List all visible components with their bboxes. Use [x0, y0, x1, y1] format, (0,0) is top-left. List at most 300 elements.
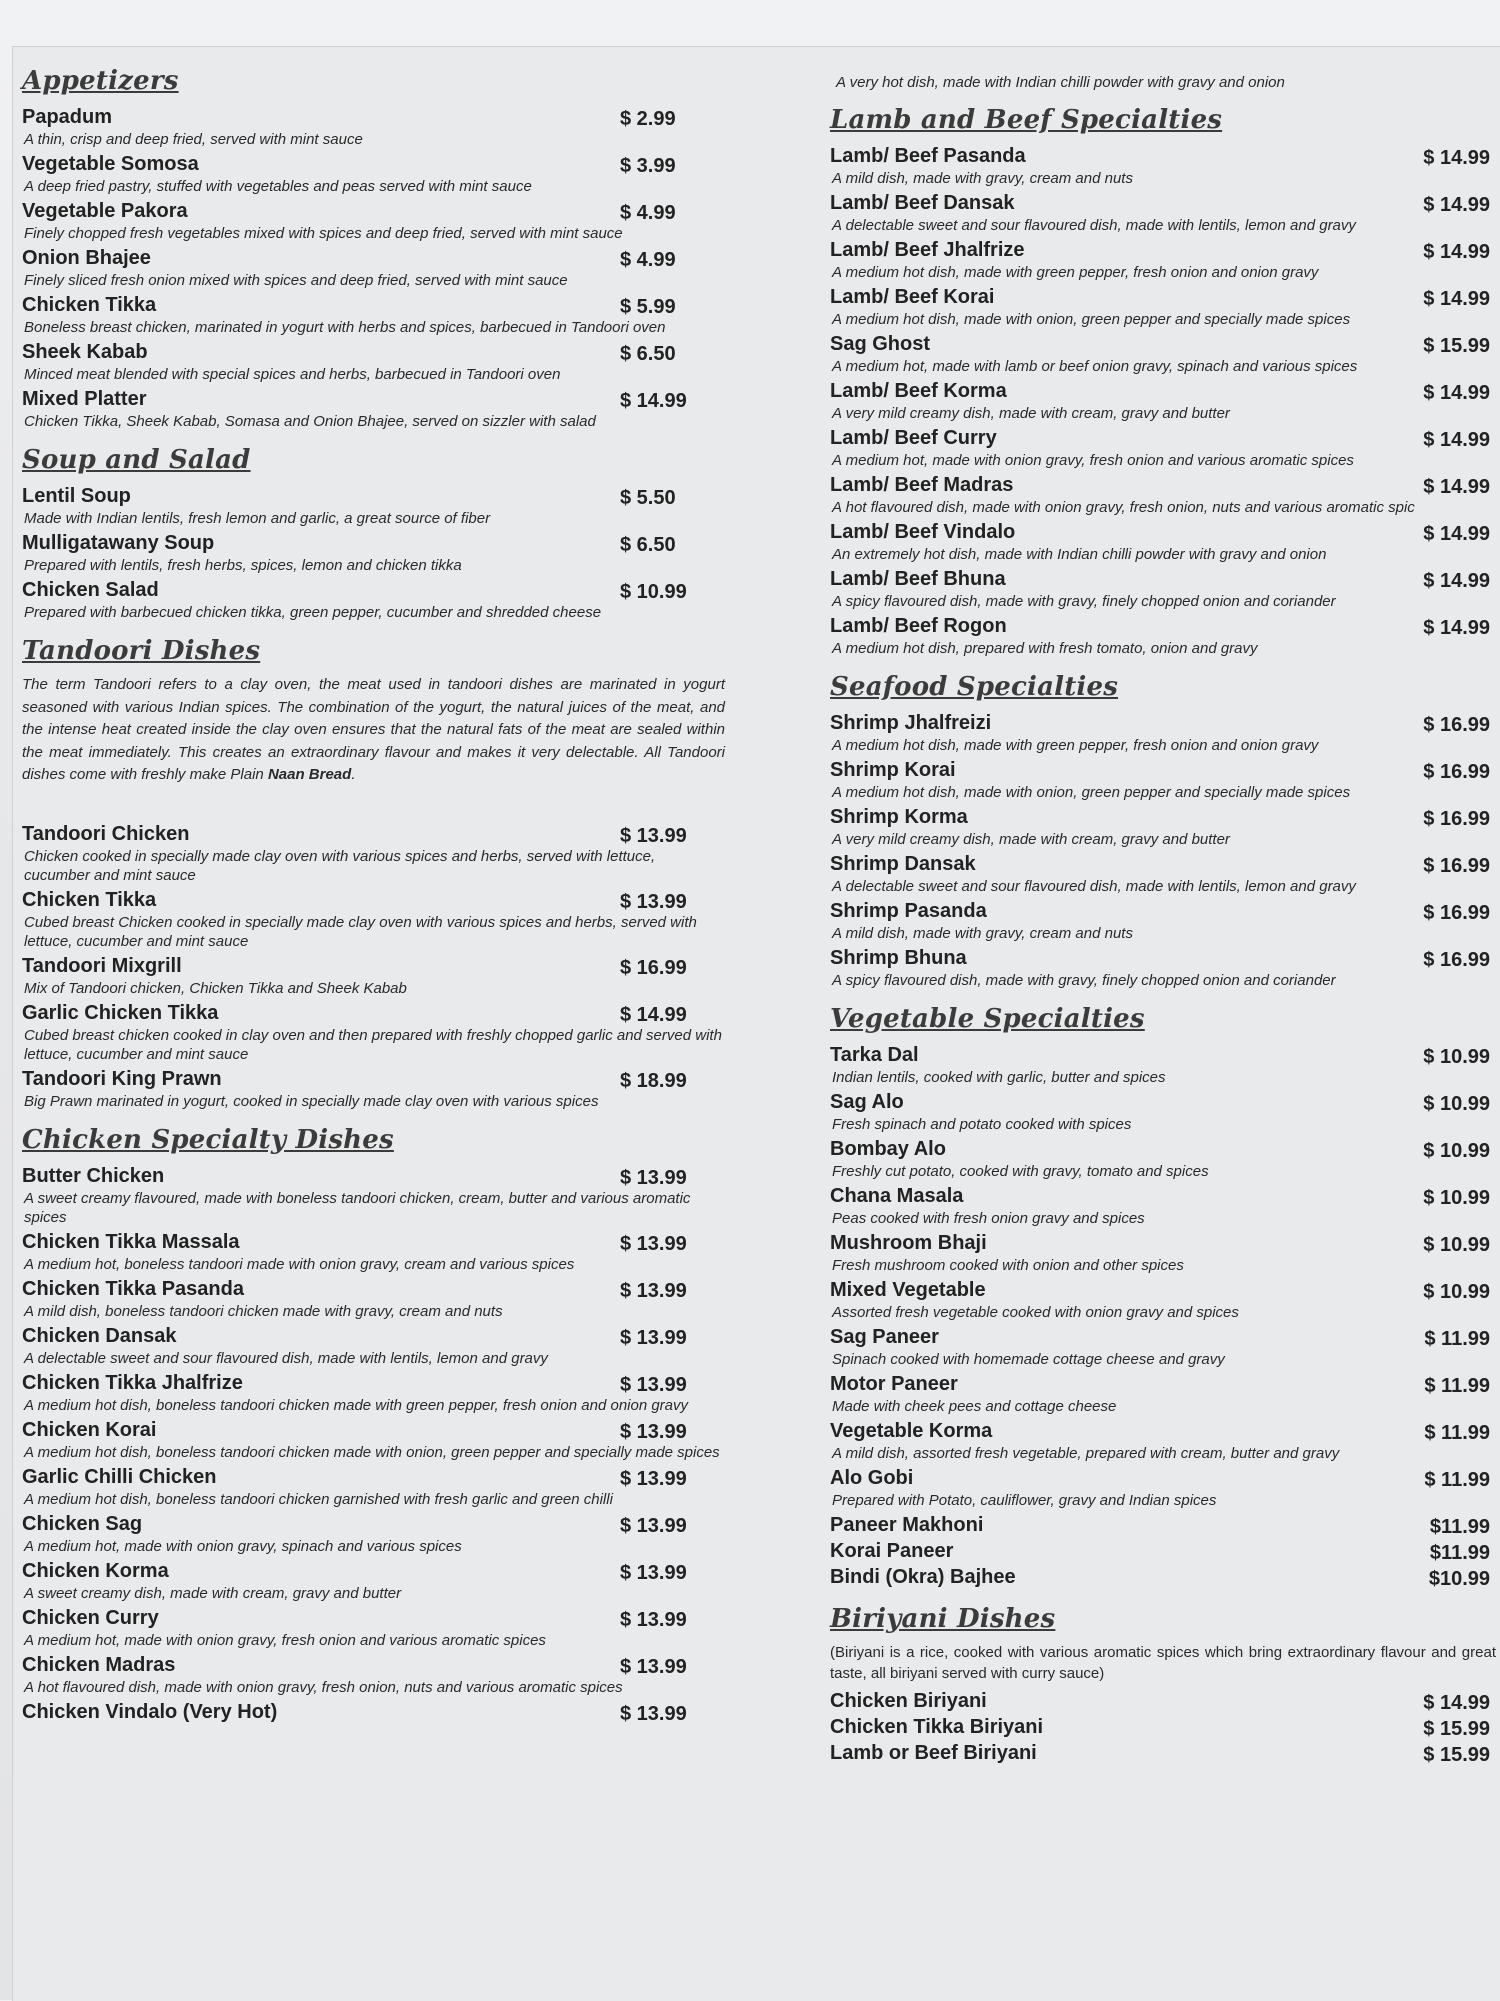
menu-item-row — [828, 851, 1500, 877]
dish-price: $ 4.99 — [620, 249, 676, 271]
dish-description: A mild dish, assorted fresh vegetable, prepared with cream, butter and gravy — [832, 1445, 1340, 1462]
dish-description: An extremely hot dish, made with Indian chilli powder with gravy and onion — [832, 546, 1327, 563]
menu-item — [20, 953, 735, 998]
dish-price: $ 14.99 — [1423, 570, 1490, 592]
menu-item — [828, 472, 1500, 517]
menu-item-row — [828, 1230, 1500, 1256]
dish-price: $ 4.99 — [620, 202, 676, 224]
dish-name: Onion Bhajee — [22, 247, 151, 269]
menu-item — [828, 425, 1500, 470]
dish-description: A medium hot, made with onion gravy, fresh onion and various aromatic spices — [24, 1631, 546, 1649]
menu-item — [20, 198, 735, 243]
menu-item-row — [20, 1417, 735, 1443]
menu-item-row — [20, 1000, 735, 1026]
dish-name: Papadum — [22, 106, 113, 128]
dish-description: A medium hot dish, boneless tandoori chicken made with onion, green pepper and specially made spices — [24, 1443, 720, 1461]
menu-item — [828, 898, 1500, 943]
dish-name: Lamb/ Beef Korma — [830, 380, 1007, 402]
menu-item-row — [828, 284, 1500, 310]
menu-item — [828, 1512, 1500, 1538]
menu-item-row — [828, 425, 1500, 451]
dish-price: $ 16.99 — [1423, 902, 1490, 924]
menu-item — [828, 284, 1500, 329]
menu-section-vegetable-specialties — [828, 1004, 1500, 1590]
menu-item-row — [828, 710, 1500, 736]
dish-description: Assorted fresh vegetable cooked with onion gravy and spices — [832, 1304, 1239, 1321]
dish-name: Chicken Biriyani — [830, 1690, 987, 1712]
dish-description: Freshly cut potato, cooked with gravy, tomato and spices — [832, 1163, 1209, 1180]
dish-price: $ 10.99 — [1423, 1093, 1490, 1115]
dish-price: $ 13.99 — [620, 1232, 687, 1255]
dish-name: Lamb/ Beef Jhalfrize — [830, 239, 1025, 261]
dish-description: Made with Indian lentils, fresh lemon and garlic, a great source of fiber — [24, 510, 491, 527]
dish-name: Chicken Madras — [22, 1653, 176, 1676]
dish-price: $ 14.99 — [1423, 241, 1490, 263]
menu-item — [20, 151, 735, 196]
dish-description: Chicken Tikka, Sheek Kabab, Somasa and Onion Bhajee, served on sizzler with salad — [24, 413, 596, 430]
dish-description: Made with cheek pees and cottage cheese — [832, 1398, 1117, 1415]
menu-item-row — [828, 378, 1500, 404]
dish-description: A medium hot dish, prepared with fresh tomato, onion and gravy — [832, 640, 1258, 657]
dish-price: $ 14.99 — [1423, 429, 1490, 451]
menu-item — [20, 1605, 735, 1650]
menu-item-row — [20, 1276, 735, 1302]
dish-name: Chicken Tikka Massala — [22, 1230, 240, 1253]
section-intro-text: The term Tandoori refers to a clay oven, the meat used in tandoori dishes are marinated in yogurt seasoned with various Indian spices. The combination of the yogurt, the natural juices of the meat, and the intense heat created inside the clay oven ensures that the natural fats of the meat are sealed within the meat immediately. This creates an extraordinary flavour and makes it very delectable. All Tandoori dishes come with freshly make Plain — [22, 676, 725, 783]
dish-price: $ 15.99 — [1423, 335, 1490, 357]
menu-item — [20, 821, 735, 885]
dish-description: Fresh mushroom cooked with onion and other spices — [832, 1257, 1184, 1274]
dish-description: A medium hot, made with onion gravy, fresh onion and various aromatic spices — [832, 452, 1354, 469]
dish-price: $ 13.99 — [620, 1373, 687, 1396]
menu-item-row — [20, 151, 735, 177]
menu-item — [828, 1538, 1500, 1564]
menu-item — [828, 757, 1500, 802]
dish-name: Chicken Tikka — [22, 888, 157, 911]
dish-price: $ 16.99 — [620, 956, 687, 979]
dish-price: $ 10.99 — [1423, 1140, 1490, 1162]
dish-description: A mild dish, made with gravy, cream and nuts — [832, 170, 1133, 187]
dish-price: $ 14.99 — [620, 1003, 687, 1026]
menu-item — [828, 519, 1500, 564]
menu-item — [20, 386, 735, 431]
dish-name: Shrimp Bhuna — [830, 947, 967, 969]
menu-item-row — [828, 143, 1500, 169]
dish-name: Mushroom Bhaji — [830, 1232, 987, 1254]
menu-item-row — [828, 190, 1500, 216]
menu-item-row — [828, 1564, 1500, 1590]
dish-price: $ 13.99 — [620, 1326, 687, 1349]
dish-name: Paneer Makhoni — [830, 1514, 984, 1536]
section-heading: Vegetable Specialties — [830, 1004, 1145, 1034]
menu-item-row — [828, 898, 1500, 924]
menu-item-row — [828, 804, 1500, 830]
dish-description: A medium hot dish, made with onion, green pepper and specially made spices — [832, 784, 1351, 801]
section-heading: Tandoori Dishes — [22, 636, 261, 666]
dish-name: Vegetable Pakora — [22, 200, 188, 222]
dish-name: Chicken Dansak — [22, 1324, 177, 1347]
menu-item-row — [828, 519, 1500, 545]
dish-name: Chicken Sag — [22, 1512, 143, 1535]
dish-name: Sag Alo — [830, 1091, 904, 1113]
menu-item-row — [828, 1418, 1500, 1444]
dish-description: Finely chopped fresh vegetables mixed with spices and deep fried, served with mint sauce — [24, 225, 623, 242]
dish-price: $11.99 — [1429, 1516, 1490, 1538]
menu-item-row — [20, 1605, 735, 1631]
dish-price: $ 10.99 — [1423, 1046, 1490, 1068]
menu-item — [828, 851, 1500, 896]
dish-description: Boneless breast chicken, marinated in yogurt with herbs and spices, barbecued in Tandoori oven — [24, 319, 666, 336]
dish-price: $ 14.99 — [1423, 1692, 1490, 1714]
dish-description: A deep fried pastry, stuffed with vegetables and peas served with mint sauce — [24, 178, 532, 195]
menu-item — [828, 1183, 1500, 1228]
menu-item-row — [20, 1464, 735, 1490]
menu-item-row — [828, 1512, 1500, 1538]
dish-price: $ 10.99 — [1423, 1234, 1490, 1256]
dish-description: A mild dish, boneless tandoori chicken made with gravy, cream and nuts — [24, 1302, 503, 1320]
dish-description: A medium hot dish, made with green pepper, fresh onion and onion gravy — [832, 264, 1319, 281]
dish-description: Prepared with Potato, cauliflower, gravy and Indian spices — [832, 1492, 1217, 1509]
dish-price: $ 11.99 — [1424, 1328, 1490, 1350]
menu-item-row — [828, 1714, 1500, 1740]
menu-item-row — [20, 339, 735, 365]
dish-name: Chicken Tikka Biriyani — [830, 1716, 1044, 1738]
dish-price: $ 13.99 — [620, 1655, 687, 1678]
dish-name: Lamb/ Beef Vindalo — [830, 521, 1016, 543]
dish-description: A medium hot, boneless tandoori made with onion gravy, cream and various spices — [24, 1255, 575, 1273]
dish-description: A spicy flavoured dish, made with gravy, finely chopped onion and coriander — [832, 593, 1336, 610]
dish-price: $ 13.99 — [620, 1608, 687, 1631]
menu-item-row — [828, 331, 1500, 357]
dish-name: Vegetable Somosa — [22, 153, 199, 175]
menu-item — [828, 1688, 1500, 1714]
dish-price: $ 14.99 — [1423, 288, 1490, 310]
menu-item-row — [20, 104, 735, 130]
menu-item — [20, 1066, 735, 1111]
dish-description: A hot flavoured dish, made with onion gravy, fresh onion, nuts and various aromatic spices — [24, 1678, 623, 1696]
dish-description: A delectable sweet and sour flavoured dish, made with lentils, lemon and gravy — [24, 1349, 548, 1367]
menu-item-row — [828, 1465, 1500, 1491]
menu-item — [828, 1089, 1500, 1134]
dish-name: Vegetable Korma — [830, 1420, 993, 1442]
dish-name: Lamb/ Beef Madras — [830, 474, 1014, 496]
dish-description: Mix of Tandoori chicken, Chicken Tikka and Sheek Kabab — [24, 979, 407, 997]
menu-item-row — [828, 1538, 1500, 1564]
dish-name: Butter Chicken — [22, 1164, 165, 1187]
dish-description: Fresh spinach and potato cooked with spices — [832, 1116, 1132, 1133]
dish-price: $ 13.99 — [620, 1561, 687, 1584]
dish-name: Bindi (Okra) Bajhee — [830, 1566, 1016, 1588]
menu-item — [20, 292, 735, 337]
menu-item — [828, 1324, 1500, 1369]
menu-right-column — [828, 50, 1500, 1766]
menu-item — [828, 566, 1500, 611]
menu-item — [828, 1564, 1500, 1590]
dish-price: $ 14.99 — [620, 390, 687, 412]
dish-name: Chana Masala — [830, 1185, 964, 1207]
menu-item-row — [20, 1511, 735, 1537]
dish-price: $ 5.99 — [620, 296, 676, 318]
menu-item — [20, 1276, 735, 1321]
menu-item-row — [828, 1136, 1500, 1162]
dish-name: Shrimp Dansak — [830, 853, 976, 875]
menu-item-row — [20, 1163, 735, 1189]
dish-description: A sweet creamy dish, made with cream, gravy and butter — [24, 1584, 402, 1602]
dish-name: Alo Gobi — [830, 1467, 914, 1489]
menu-section-biriyani-dishes — [828, 1604, 1500, 1766]
dish-price: $ 14.99 — [1423, 147, 1490, 169]
menu-item — [828, 1136, 1500, 1181]
menu-item — [20, 1558, 735, 1603]
dish-description: Indian lentils, cooked with garlic, butter and spices — [832, 1069, 1166, 1086]
dish-name: Tandoori King Prawn — [22, 1067, 222, 1090]
menu-item-row — [828, 472, 1500, 498]
dish-description: A delectable sweet and sour flavoured dish, made with lentils, lemon and gravy — [832, 878, 1356, 895]
menu-item — [20, 887, 735, 951]
dish-price: $ 2.99 — [620, 108, 676, 130]
menu-item — [20, 1417, 735, 1462]
menu-section-soup-and-salad — [20, 445, 735, 622]
section-intro: The term Tandoori refers to a clay oven, the meat used in tandoori dishes are marinated in yogurt seasoned with various Indian spices. The combination of the yogurt, the natural juices of the meat, and the intense heat created inside the clay oven ensures that the natural fats of the meat are sealed within the meat immediately. This creates an extraordinary flavour and makes it very delectable. All Tandoori dishes come with freshly make Plain Naan Bread. — [22, 676, 725, 783]
dish-name: Lamb/ Beef Bhuna — [830, 568, 1006, 590]
menu-item — [828, 710, 1500, 755]
dish-description: Chicken cooked in specially made clay oven with various spices and herbs, served with lettuce, cucumber and mint sauce — [24, 847, 656, 884]
dish-price: $ 16.99 — [1423, 808, 1490, 830]
dish-name: Chicken Tikka — [22, 294, 157, 316]
menu-item-row — [20, 292, 735, 318]
menu-item-row — [828, 566, 1500, 592]
menu-item — [828, 945, 1500, 990]
dish-description: A mild dish, made with gravy, cream and nuts — [832, 925, 1133, 942]
menu-item — [20, 483, 735, 528]
dish-description: A sweet creamy flavoured, made with boneless tandoori chicken, cream, butter and various aromatic spices — [24, 1189, 691, 1226]
dish-price: $ 16.99 — [1423, 714, 1490, 736]
menu-item-row — [20, 198, 735, 224]
menu-item-row — [20, 1323, 735, 1349]
dish-price: $ 10.99 — [1423, 1187, 1490, 1209]
menu-item-row — [20, 1699, 735, 1725]
dish-name: Shrimp Korma — [830, 806, 968, 828]
dish-name: Tandoori Mixgrill — [22, 954, 182, 977]
dish-name: Chicken Vindalo (Very Hot) — [22, 1700, 278, 1723]
menu-item-row — [20, 887, 735, 913]
menu-item — [20, 1511, 735, 1556]
dish-price: $ 14.99 — [1423, 476, 1490, 498]
dish-name: Tandoori Chicken — [22, 822, 190, 845]
menu-item-row — [828, 757, 1500, 783]
dish-price: $ 18.99 — [620, 1069, 687, 1092]
dish-name: Tarka Dal — [830, 1044, 919, 1066]
dish-description: Prepared with lentils, fresh herbs, spices, lemon and chicken tikka — [24, 557, 462, 574]
menu-item-row — [20, 1370, 735, 1396]
menu-item-row — [20, 483, 735, 509]
menu-item — [20, 339, 735, 384]
dish-description: A thin, crisp and deep fried, served with mint sauce — [24, 131, 363, 148]
menu-item-row — [20, 530, 735, 556]
dish-name: Garlic Chicken Tikka — [22, 1001, 219, 1024]
menu-item-row — [828, 1688, 1500, 1714]
menu-item — [828, 378, 1500, 423]
dish-description: A delectable sweet and sour flavoured dish, made with lentils, lemon and gravy — [832, 217, 1356, 234]
menu-item-row — [828, 613, 1500, 639]
dish-price: $10.99 — [1428, 1568, 1490, 1590]
section-heading: Seafood Specialties — [830, 672, 1119, 702]
dish-price: $ 13.99 — [620, 824, 687, 847]
menu-item-row — [828, 1740, 1500, 1766]
dish-name: Mixed Vegetable — [830, 1279, 986, 1301]
dish-price: $ 16.99 — [1423, 855, 1490, 877]
menu-item-row — [20, 1229, 735, 1255]
dish-price: $ 15.99 — [1423, 1718, 1490, 1740]
menu-item — [20, 1000, 735, 1064]
menu-item-row — [828, 1371, 1500, 1397]
menu-item — [828, 331, 1500, 376]
dish-name: Chicken Curry — [22, 1606, 159, 1629]
dish-description: A medium hot dish, boneless tandoori chicken made with green pepper, fresh onion and onion gravy — [24, 1396, 689, 1414]
dish-price: $ 14.99 — [1423, 382, 1490, 404]
dish-price: $ 3.99 — [620, 155, 676, 177]
menu-section-lamb-and-beef-specialties — [828, 105, 1500, 658]
dish-description: Cubed breast Chicken cooked in specially made clay oven with various spices and herbs, served with lettuce, cucumber and mint sauce — [24, 913, 697, 950]
menu-item-row — [828, 1042, 1500, 1068]
menu-item — [20, 577, 735, 622]
menu-section-seafood-specialties — [828, 672, 1500, 990]
dish-description: Big Prawn marinated in yogurt, cooked in specially made clay oven with various spices — [24, 1092, 599, 1110]
dish-description: Peas cooked with fresh onion gravy and spices — [832, 1210, 1145, 1227]
dish-name: Mulligatawany Soup — [22, 532, 215, 554]
dish-name: Sag Ghost — [830, 333, 931, 355]
menu-item-row — [828, 1183, 1500, 1209]
menu-item-row — [20, 1066, 735, 1092]
dish-name: Lamb/ Beef Curry — [830, 427, 997, 449]
menu-left-column — [20, 52, 735, 1725]
dish-name: Chicken Korai — [22, 1418, 157, 1441]
dish-name: Mixed Platter — [22, 388, 147, 410]
menu-item — [828, 237, 1500, 282]
menu-section-chicken-specialty-dishes — [20, 1125, 735, 1725]
dish-name: Korai Paneer — [830, 1540, 954, 1562]
dish-description: A spicy flavoured dish, made with gravy, finely chopped onion and coriander — [832, 972, 1336, 989]
dish-description: A hot flavoured dish, made with onion gravy, fresh onion, nuts and various aromatic spic — [832, 499, 1415, 516]
dish-description: A very hot dish, made with Indian chilli powder with gravy and onion — [836, 74, 1285, 91]
dish-name: Shrimp Pasanda — [830, 900, 987, 922]
dish-price: $ 16.99 — [1423, 761, 1490, 783]
dish-name: Chicken Tikka Pasanda — [22, 1277, 244, 1300]
dish-name: Chicken Korma — [22, 1559, 169, 1582]
menu-item — [20, 1163, 735, 1227]
menu-item — [20, 1699, 735, 1725]
menu-item-row — [828, 945, 1500, 971]
dish-name: Motor Paneer — [830, 1373, 958, 1395]
dish-name: Bombay Alo — [830, 1138, 946, 1160]
dish-description: A medium hot dish, made with onion, green pepper and specially made spices — [832, 311, 1351, 328]
dish-price: $ 10.99 — [1423, 1281, 1490, 1303]
dish-price: $ 13.99 — [620, 1467, 687, 1490]
dish-name: Lamb/ Beef Pasanda — [830, 145, 1026, 167]
dish-price: $ 13.99 — [620, 1420, 687, 1443]
dish-price: $11.99 — [1429, 1542, 1490, 1564]
menu-item — [828, 1714, 1500, 1740]
dish-name: Lamb/ Beef Korai — [830, 286, 995, 308]
dish-description: A medium hot dish, made with green pepper, fresh onion and onion gravy — [832, 737, 1319, 754]
dish-name: Sheek Kabab — [22, 341, 148, 363]
section-heading: Chicken Specialty Dishes — [22, 1124, 394, 1155]
menu-item — [828, 143, 1500, 188]
dish-price: $ 6.50 — [620, 343, 676, 365]
dish-name: Lamb or Beef Biriyani — [830, 1742, 1037, 1764]
dish-price: $ 15.99 — [1423, 1744, 1490, 1766]
menu-section-tandoori-dishes — [20, 636, 735, 1111]
dish-description: Minced meat blended with special spices and herbs, barbecued in Tandoori oven — [24, 366, 561, 383]
dish-description: Cubed breast chicken cooked in clay oven and then prepared with freshly chopped garlic and served with lettuce, cucumber and mint sauce — [24, 1026, 722, 1063]
dish-name: Chicken Salad — [22, 579, 159, 601]
menu-item — [828, 1277, 1500, 1322]
menu-item — [20, 1229, 735, 1274]
dish-name: Shrimp Jhalfreizi — [830, 712, 992, 734]
menu-item — [828, 1740, 1500, 1766]
dish-price: $ 5.50 — [620, 487, 676, 509]
menu-item-row — [20, 953, 735, 979]
menu-section-appetizers — [20, 66, 735, 431]
section-heading: Soup and Salad — [22, 445, 251, 475]
dish-description: Prepared with barbecued chicken tikka, green pepper, cucumber and shredded cheese — [24, 604, 602, 621]
dish-price: $ 11.99 — [1424, 1375, 1490, 1397]
menu-item — [828, 613, 1500, 658]
dish-price: $ 13.99 — [620, 1514, 687, 1537]
dish-name: Lamb/ Beef Dansak — [830, 192, 1015, 214]
section-heading: Biriyani Dishes — [830, 1604, 1056, 1634]
dish-description: A medium hot, made with lamb or beef onion gravy, spinach and various spices — [832, 358, 1358, 375]
dish-price: $ 14.99 — [1423, 194, 1490, 216]
dish-description: A very mild creamy dish, made with cream, gravy and butter — [832, 405, 1230, 422]
menu-item-row — [828, 1324, 1500, 1350]
menu-item — [828, 190, 1500, 235]
menu-item — [20, 1652, 735, 1697]
dish-description: A very mild creamy dish, made with cream, gravy and butter — [832, 831, 1230, 848]
menu-item-row — [20, 577, 735, 603]
dish-price: $ 14.99 — [1423, 523, 1490, 545]
menu-item-row — [20, 245, 735, 271]
menu-item-row — [828, 237, 1500, 263]
dish-price: $ 10.99 — [620, 581, 687, 603]
dish-price: $ 13.99 — [620, 1279, 687, 1302]
dish-name: Garlic Chilli Chicken — [22, 1465, 217, 1488]
dish-price: $ 13.99 — [620, 1166, 687, 1189]
dish-description: A medium hot dish, boneless tandoori chicken garnished with fresh garlic and green chilli — [24, 1490, 613, 1508]
section-heading: Appetizers — [22, 66, 179, 96]
dish-name: Lentil Soup — [22, 485, 131, 507]
menu-item — [828, 804, 1500, 849]
menu-item — [20, 1464, 735, 1509]
section-intro-bold: Naan Bread — [267, 766, 352, 783]
menu-item — [828, 1465, 1500, 1510]
dish-price: $ 6.50 — [620, 534, 676, 556]
dish-price: $ 16.99 — [1423, 949, 1490, 971]
dish-name: Sag Paneer — [830, 1326, 939, 1348]
dish-price: $ 11.99 — [1424, 1422, 1490, 1444]
dish-description: Spinach cooked with homemade cottage cheese and gravy — [832, 1351, 1225, 1368]
dish-price: $ 13.99 — [620, 890, 687, 913]
dish-price: $ 13.99 — [620, 1702, 687, 1725]
dish-description: A medium hot, made with onion gravy, spinach and various spices — [24, 1537, 462, 1555]
section-note: (Biriyani is a rice, cooked with various aromatic spices which bring extraordinary flavour and great taste, all biriyani served with curry sauce) — [830, 1644, 1496, 1682]
dish-description: Finely sliced fresh onion mixed with spices and deep fried, served with mint sauce — [24, 272, 568, 289]
menu-item — [828, 1418, 1500, 1463]
dish-price: $ 14.99 — [1423, 617, 1490, 639]
menu-item — [828, 1371, 1500, 1416]
menu-item — [828, 1042, 1500, 1087]
dish-name: Lamb/ Beef Rogon — [830, 615, 1007, 637]
